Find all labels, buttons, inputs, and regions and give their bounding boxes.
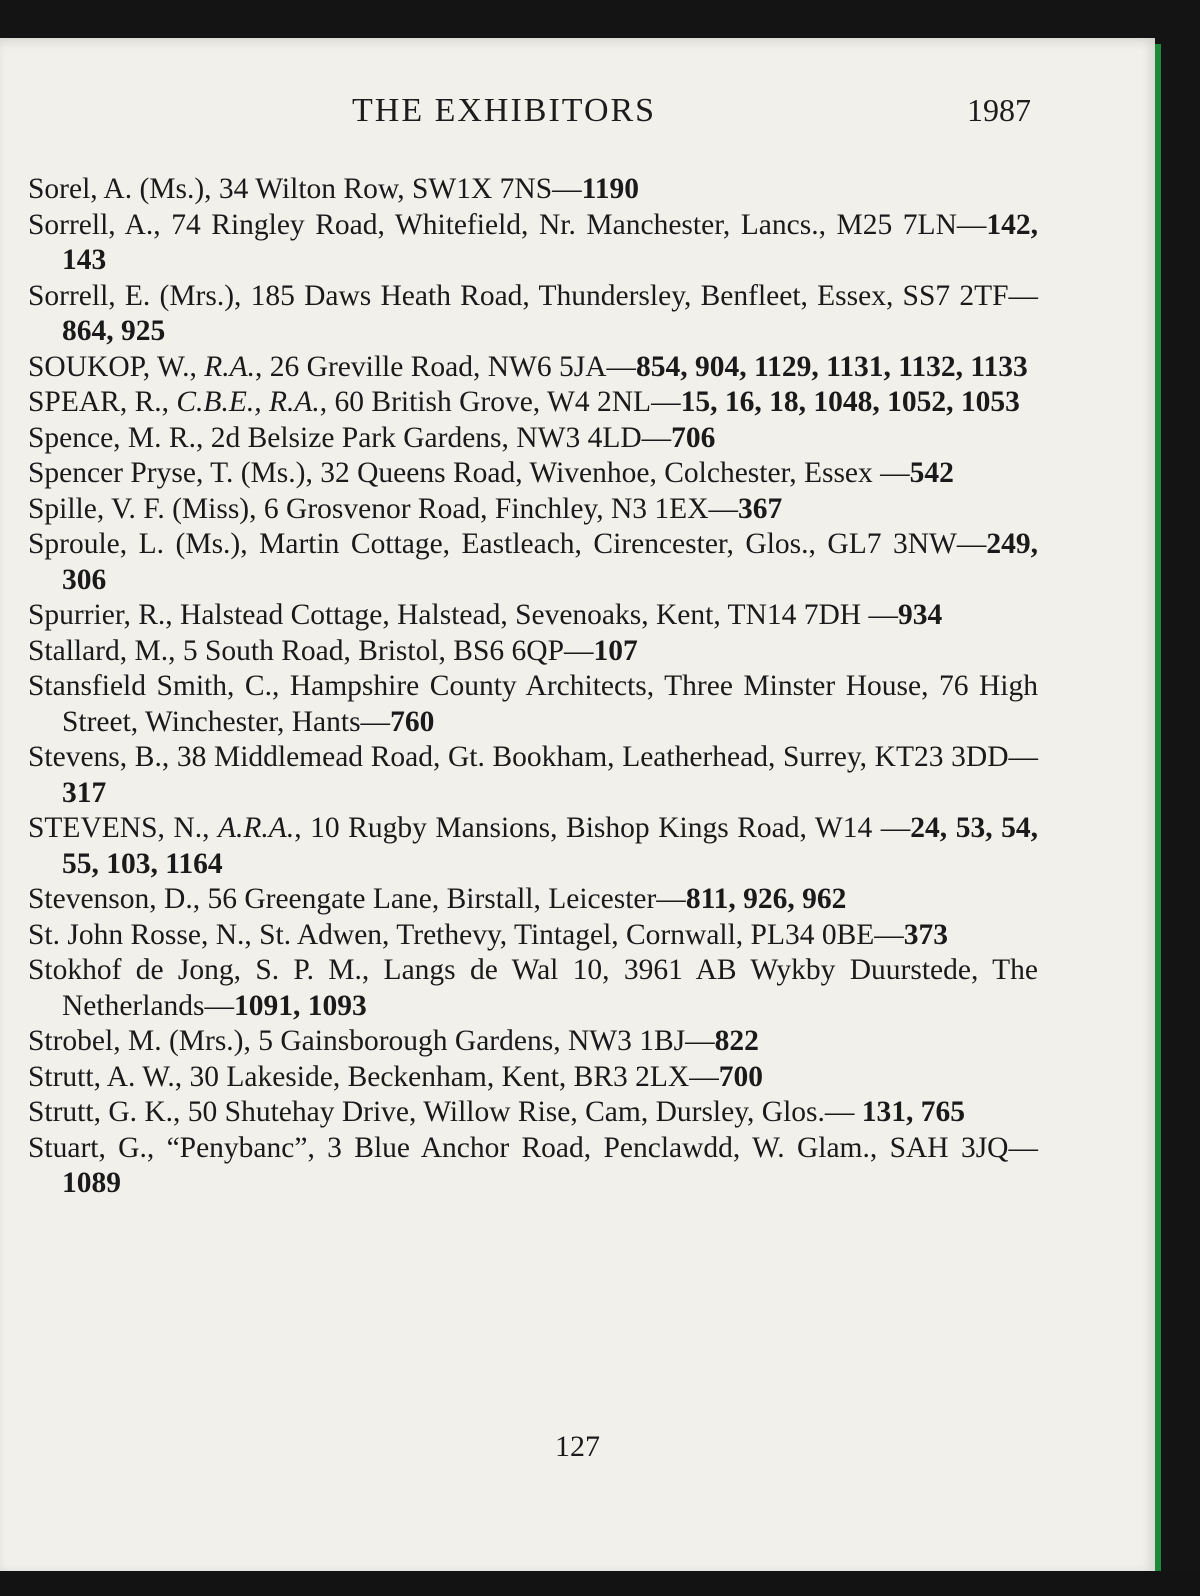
exhibitor-entry: Stevenson, D., 56 Greengate Lane, Birstall, Leicester—811, 926, 962 (28, 883, 847, 915)
exhibitor-entry: SOUKOP, W., R.A., 26 Greville Road, NW6 5JA—854, 904, 1129, 1131, 1132, 1133 (28, 350, 1028, 383)
exhibitor-entry: Stokhof de Jong, S. P. M., Langs de Wal 10, 3961 AB Wykby Duurstede, The Netherlands—1091, 1093 (28, 954, 1038, 1022)
page-edge (1155, 44, 1161, 1571)
exhibitor-list (28, 172, 1038, 1202)
page-title: THE EXHIBITORS (352, 92, 657, 129)
exhibitor-entry: Sorrell, E. (Mrs.), 185 Daws Heath Road, Thundersley, Benfleet, Essex, SS7 2TF—864, 925 (28, 279, 1038, 347)
exhibitor-entry: SPEAR, R., C.B.E., R.A., 60 British Grove, W4 2NL—15, 16, 18, 1048, 1052, 1053 (28, 386, 1020, 418)
page-year: 1987 (967, 92, 1031, 128)
exhibitor-entry: Stuart, G., “Penybanc”, 3 Blue Anchor Road, Penclawdd, W. Glam., SAH 3JQ—1089 (28, 1131, 1038, 1199)
exhibitor-entry: Stallard, M., 5 South Road, Bristol, BS6 6QP—107 (28, 634, 638, 667)
exhibitor-entry: Strobel, M. (Mrs.), 5 Gainsborough Gardens, NW3 1BJ—822 (28, 1025, 759, 1057)
exhibitor-entry: Stevens, B., 38 Middlemead Road, Gt. Bookham, Leatherhead, Surrey, KT23 3DD—317 (28, 741, 1038, 809)
exhibitor-entry: STEVENS, N., A.R.A., 10 Rugby Mansions, Bishop Kings Road, W14 —24, 53, 54, 55, 103, 1164 (28, 812, 1038, 880)
scan-background (0, 1571, 1200, 1596)
page-number: 127 (555, 1430, 600, 1463)
exhibitor-entry: Stansfield Smith, C., Hampshire County Architects, Three Minster House, 76 High Street, Winchester, Hants—760 (28, 670, 1038, 738)
exhibitor-entry: Sorel, A. (Ms.), 34 Wilton Row, SW1X 7NS—1190 (28, 173, 639, 205)
exhibitor-entry: Spille, V. F. (Miss), 6 Grosvenor Road, Finchley, N3 1EX—367 (28, 492, 783, 525)
exhibitor-entry: Strutt, G. K., 50 Shutehay Drive, Willow Rise, Cam, Dursley, Glos.— 131, 765 (28, 1096, 966, 1128)
exhibitor-entry: Spurrier, R., Halstead Cottage, Halstead, Sevenoaks, Kent, TN14 7DH —934 (28, 599, 943, 631)
exhibitor-entry: Sproule, L. (Ms.), Martin Cottage, Eastleach, Cirencester, Glos., GL7 3NW—249, 306 (28, 528, 1038, 596)
running-head (0, 92, 1155, 136)
exhibitor-entry: St. John Rosse, N., St. Adwen, Trethevy, Tintagel, Cornwall, PL34 0BE—373 (28, 918, 949, 951)
exhibitor-entry: Strutt, A. W., 30 Lakeside, Beckenham, Kent, BR3 2LX—700 (28, 1060, 763, 1093)
exhibitor-entry: Spencer Pryse, T. (Ms.), 32 Queens Road, Wivenhoe, Colchester, Essex —542 (28, 457, 954, 489)
exhibitor-entry: Spence, M. R., 2d Belsize Park Gardens, NW3 4LD—706 (28, 421, 716, 454)
exhibitor-entry: Sorrell, A., 74 Ringley Road, Whitefield, Nr. Manchester, Lancs., M25 7LN—142, 143 (28, 208, 1038, 276)
